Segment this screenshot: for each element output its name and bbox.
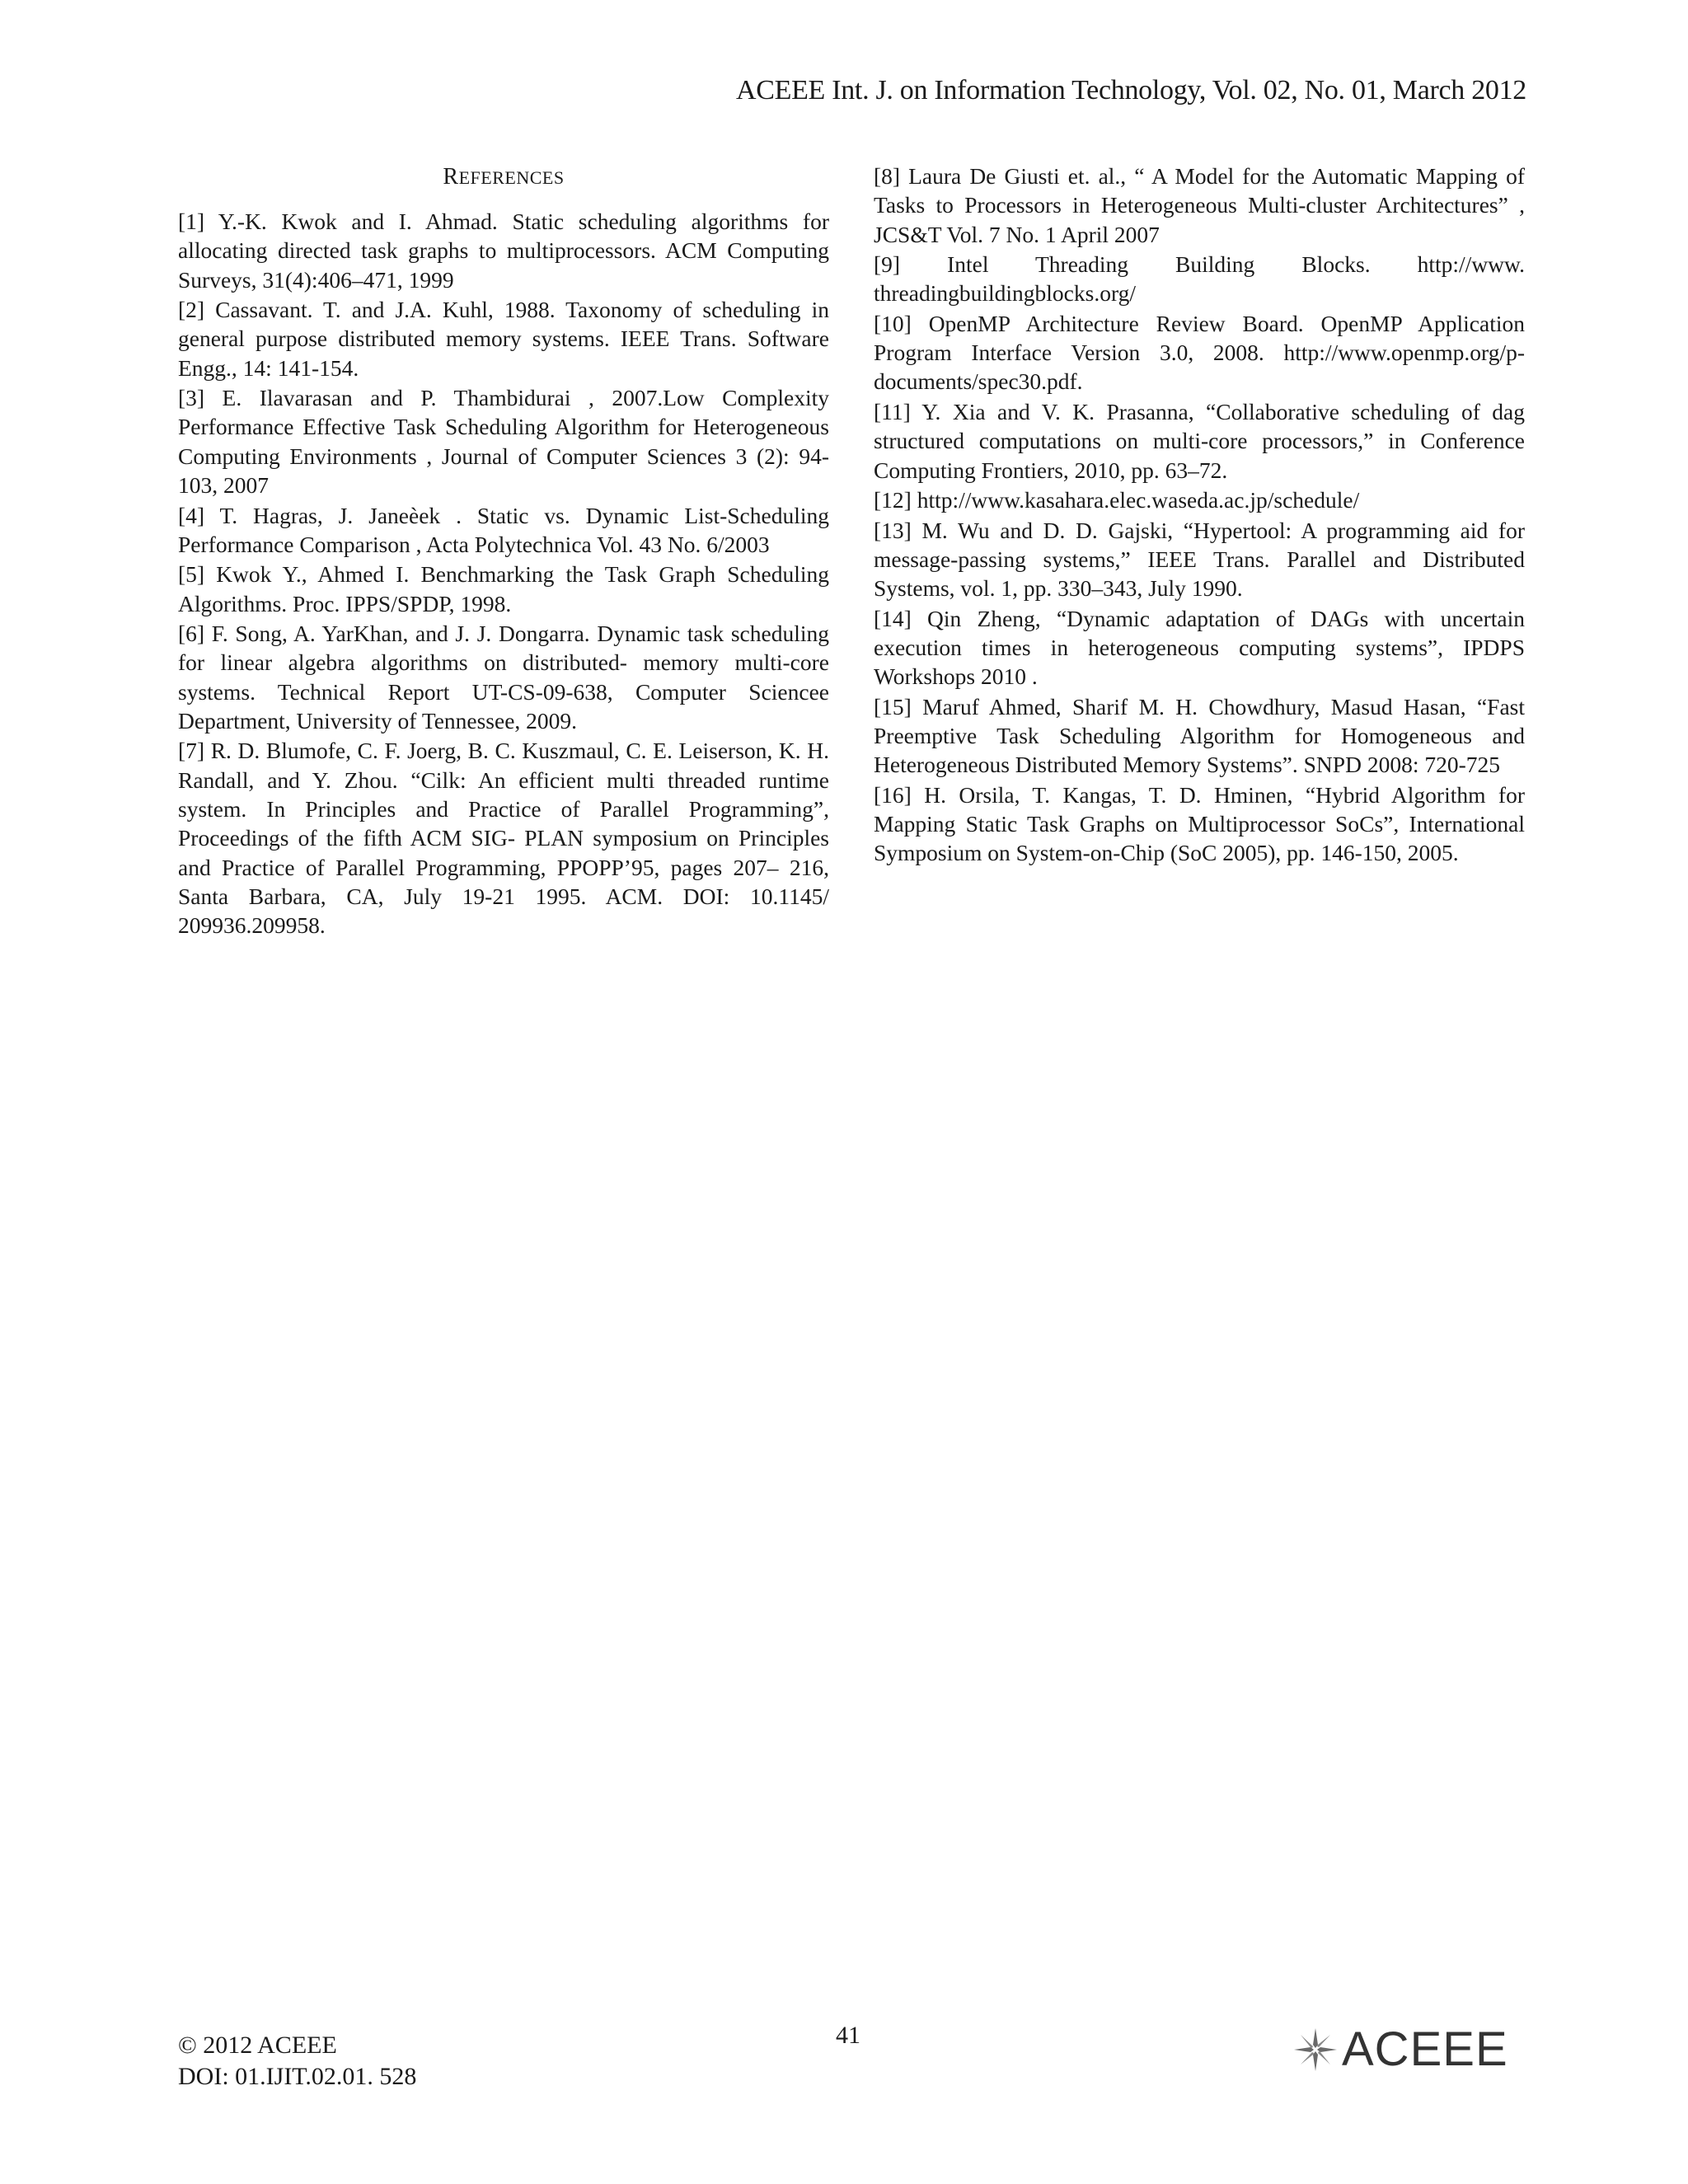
reference-3: [3] E. Ilavarasan and P. Thambidurai , 2007.Low Complexity Performance Effective Task Scheduling Algorithm for Heterogeneous Computing Environments , Journal of Computer Sciences 3 (2): 94-103, 2007: [178, 385, 829, 499]
reference-13: [13] M. Wu and D. D. Gajski, “Hypertool: A programming aid for message-passing systems,” IEEE Trans. Parallel and Distributed Systems, vol. 1, pp. 330–343, July 1990.: [874, 517, 1525, 602]
references-heading: [178, 163, 829, 192]
references-heading-initial: R: [443, 164, 459, 190]
reference-16: [16] H. Orsila, T. Kangas, T. D. Hminen, “Hybrid Algorithm for Mapping Static Task Graphs on Multiprocessor SoCs”, International Symposium on System-on-Chip (SoC 2005), pp. 146-150, 2005.: [874, 781, 1525, 866]
reference-1: [1] Y.-K. Kwok and I. Ahmad. Static scheduling algorithms for allocating directed task graphs to multiprocessors. ACM Computing Surveys, 31(4):406–471, 1999: [178, 209, 829, 293]
reference-9: [9] Intel Threading Building Blocks. http://www. threadingbuildingblocks.org/: [874, 251, 1525, 307]
reference-4: [4] T. Hagras, J. Janeèek . Static vs. Dynamic List-Scheduling Performance Comparison , Acta Polytechnica Vol. 43 No. 6/2003: [178, 502, 829, 557]
reference-2: [2] Cassavant. T. and J.A. Kuhl, 1988. Taxonomy of scheduling in general purpose distributed memory systems. IEEE Trans. Software Engg., 14: 141-154.: [178, 297, 829, 381]
reference-5: [5] Kwok Y., Ahmed I. Benchmarking the Task Graph Scheduling Algorithms. Proc. IPPS/SPDP, 1998.: [178, 561, 829, 616]
page-number: 41: [836, 2022, 860, 2049]
reference-12: [12] http://www.kasahara.elec.waseda.ac.jp/schedule/: [874, 487, 1360, 513]
reference-7: [7] R. D. Blumofe, C. F. Joerg, B. C. Kuszmaul, C. E. Leiserson, K. H. Randall, and Y. Zhou. “Cilk: An efficient multi threaded runtime system. In Principles and Practice of Parallel Programming”, Proceedings of the fifth ACM SIG- PLAN symposium on Principles and Practice of Parallel Programming, PPOPP’95, pages 207– 216, Santa Barbara, CA, July 19-21 1995. ACM. DOI: 10.1145/ 209936.209958.: [178, 738, 829, 939]
reference-10: [10] OpenMP Architecture Review Board. OpenMP Application Program Interface Version 3.0, 2008. http://www.openmp.org/p-documents/spec30.pdf.: [874, 310, 1525, 395]
footer-doi: DOI: 01.IJIT.02.01. 528: [178, 2063, 417, 2090]
running-header: ACEEE Int. J. on Information Technology, Vol. 02, No. 01, March 2012: [735, 75, 1526, 105]
references-heading-rest: EFERENCES: [458, 167, 565, 188]
reference-11: [11] Y. Xia and V. K. Prasanna, “Collaborative scheduling of dag structured computations on multi-core processors,” in Conference Computing Frontiers, 2010, pp. 63–72.: [874, 398, 1525, 483]
reference-8: [8] Laura De Giusti et. al., “ A Model for the Automatic Mapping of Tasks to Processors in Heterogeneous Multi-cluster Architectures” , JCS&T Vol. 7 No. 1 April 2007: [874, 163, 1525, 247]
references-left-column: [178, 162, 829, 941]
star-sparkle-icon: [1292, 2027, 1339, 2073]
reference-15: [15] Maruf Ahmed, Sharif M. H. Chowdhury, Masud Hasan, “Fast Preemptive Task Scheduling Algorithm for Homogeneous and Heterogeneous Distributed Memory Systems”. SNPD 2008: 720-725: [874, 693, 1525, 778]
reference-14: [14] Qin Zheng, “Dynamic adaptation of DAGs with uncertain execution times in heterogeneous computing systems”, IPDPS Workshops 2010 .: [874, 605, 1525, 690]
references-right-column: [874, 162, 1525, 869]
footer-copyright: © 2012 ACEEE: [178, 2032, 337, 2059]
publisher-logo-text: ACEEE: [1342, 2022, 1508, 2076]
publisher-logo: [1292, 2021, 1523, 2079]
reference-6: [6] F. Song, A. YarKhan, and J. J. Dongarra. Dynamic task scheduling for linear algebra algorithms on distributed- memory multi-core systems. Technical Report UT-CS-09-638, Computer Sciencee Department, University of Tennessee, 2009.: [178, 621, 829, 733]
